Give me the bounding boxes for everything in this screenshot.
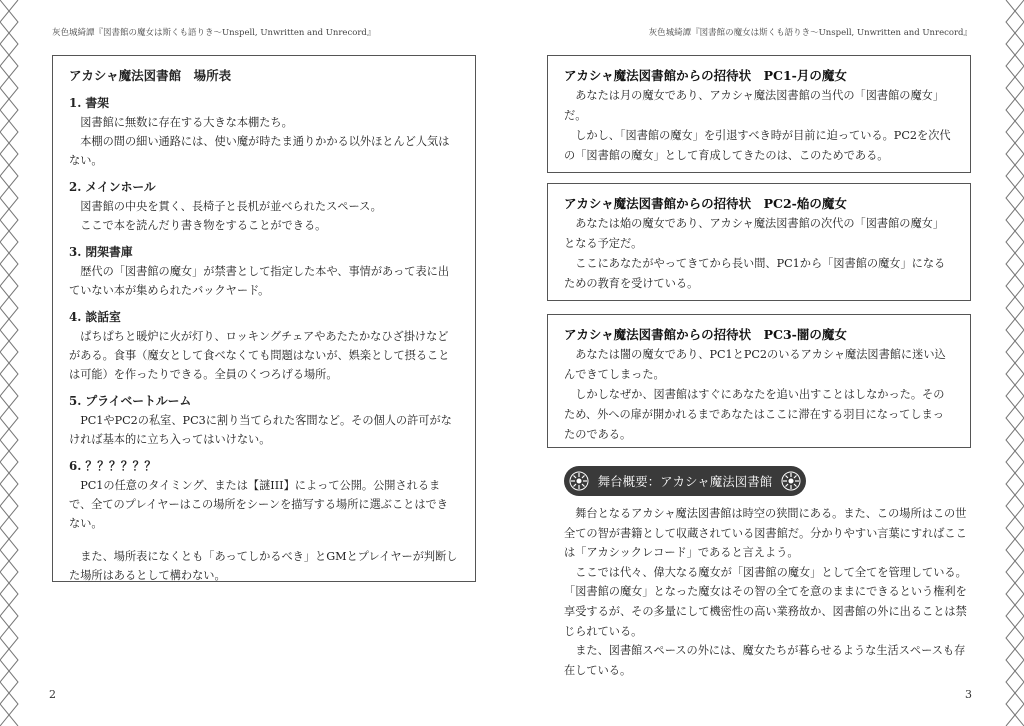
location-item-text: 本棚の間の細い通路には、使い魔が時たま通りかかる以外ほとんど人気はない。 — [69, 135, 450, 167]
invitation-text: あなたは闇の魔女であり、PC1とPC2のいるアカシャ魔法図書館に迷い込んできてしまった。 — [564, 348, 946, 381]
location-item — [69, 308, 459, 384]
location-item-text: ここで本を読んだり書き物をすることができる。 — [80, 219, 327, 232]
location-item — [69, 178, 459, 235]
invitation-title: アカシャ魔法図書館からの招待状 PC3-闇の魔女 — [564, 327, 847, 342]
invitation-pc1-box — [547, 55, 971, 173]
invitation-text: あなたは月の魔女であり、アカシャ魔法図書館の当代の「図書館の魔女」だ。 — [564, 89, 945, 122]
location-item-title: 2. メインホール — [69, 180, 156, 194]
location-item-title: 1. 書架 — [69, 96, 110, 110]
right-diamond-border — [1002, 0, 1024, 726]
invitation-text: しかしなぜか、図書館はすぐにあなたを追い出すことはしなかった。そのため、外への扉が開かれるまであなたはここに滞在する羽目になってしまったのである。 — [564, 388, 945, 441]
page-number-right: 3 — [965, 688, 972, 701]
invitation-text: しかし、「図書館の魔女」を引退すべき時が目前に迫っている。PC2を次代の「図書館の魔女」として育成してきたのは、このためである。 — [564, 129, 951, 162]
invitation-pc3-box — [547, 314, 971, 448]
invitation-text: ここにあなたがやってきてから長い間、PC1から「図書館の魔女」になるための教育を受けている。 — [564, 257, 946, 290]
overview-paragraph: また、図書館スペースの外には、魔女たちが暮らせるような生活スペースも存在している。 — [564, 644, 966, 677]
running-head-right: 灰色城綺譚『図書館の魔女は斯くも語りき～Unspell, Unwritten and Unrecord』 — [648, 28, 972, 38]
flower-ornament-icon — [568, 470, 590, 492]
location-table-title: アカシャ魔法図書館 場所表 — [69, 68, 232, 83]
location-table-box — [52, 55, 476, 582]
location-item-title: 6. ？？？？？？ — [69, 459, 157, 473]
location-item-text: PC1やPC2の私室、PC3に割り当てられた客間など。その個人の許可がなければ基本的に立ち入ってはいけない。 — [69, 414, 452, 446]
page-number-left: 2 — [49, 688, 56, 701]
invitation-title: アカシャ魔法図書館からの招待状 PC2-焔の魔女 — [564, 196, 847, 211]
location-item-title: 5. プライベートルーム — [69, 394, 192, 408]
location-item-text: 図書館に無数に存在する大きな本棚たち。 — [80, 116, 293, 129]
left-diamond-border — [0, 0, 22, 726]
invitation-pc2-box — [547, 183, 971, 301]
location-item — [69, 94, 459, 170]
overview-paragraph: ここでは代々、偉大なる魔女が「図書館の魔女」として全てを管理している。「図書館の魔女」となった魔女はその智の全てを意のままにできるという権利を享受するが、その多量にして機密性の高い業務故か、図書館の外に出ることは禁じられている。 — [564, 565, 967, 638]
invitation-title: アカシャ魔法図書館からの招待状 PC1-月の魔女 — [564, 68, 847, 83]
section-heading-banner — [564, 466, 806, 496]
location-item-title: 3. 閉架書庫 — [69, 245, 133, 259]
location-table-footer: また、場所表になくとも「あってしかるべき」とGMとプレイヤーが判断した場所はあるとして構わない。 — [69, 550, 458, 582]
location-item-text: 図書館の中央を貫く、長椅子と長机が並べられたスペース。 — [80, 200, 382, 213]
flower-ornament-icon — [780, 470, 802, 492]
location-item-title: 4. 談話室 — [69, 310, 121, 324]
location-item-text: PC1の任意のタイミング、または【謎III】によって公開。公開されるまで、全てのプレイヤーはこの場所をシーンを描写する場所に選ぶことはできない。 — [69, 479, 448, 530]
overview-paragraph: 舞台となるアカシャ魔法図書館は時空の狭間にある。また、この場所はこの世全ての智が書籍として収蔵されている図書館だ。分かりやすい言葉にすればここは「アカシックレコード」であると言えよう。 — [564, 507, 967, 560]
location-item — [69, 243, 459, 300]
running-head-left: 灰色城綺譚『図書館の魔女は斯くも語りき～Unspell, Unwritten and Unrecord』 — [52, 28, 376, 38]
overview-text — [564, 504, 972, 680]
location-item — [69, 457, 459, 533]
location-item-text: ぱちぱちと暖炉に火が灯り、ロッキングチェアやあたたかなひざ掛けなどがある。食事（魔女として食べなくても問題はないが、娯楽として摂ることは可能）を作ったりできる。全員のくつろげる場所。 — [69, 330, 450, 381]
invitation-text: あなたは焔の魔女であり、アカシャ魔法図書館の次代の「図書館の魔女」となる予定だ。 — [564, 217, 945, 250]
location-item — [69, 392, 459, 449]
location-item-text: 歴代の「図書館の魔女」が禁書として指定した本や、事情があって表に出ていない本が集められたバックヤード。 — [69, 265, 450, 297]
section-heading: 舞台概要：アカシャ魔法図書館 — [597, 474, 773, 489]
